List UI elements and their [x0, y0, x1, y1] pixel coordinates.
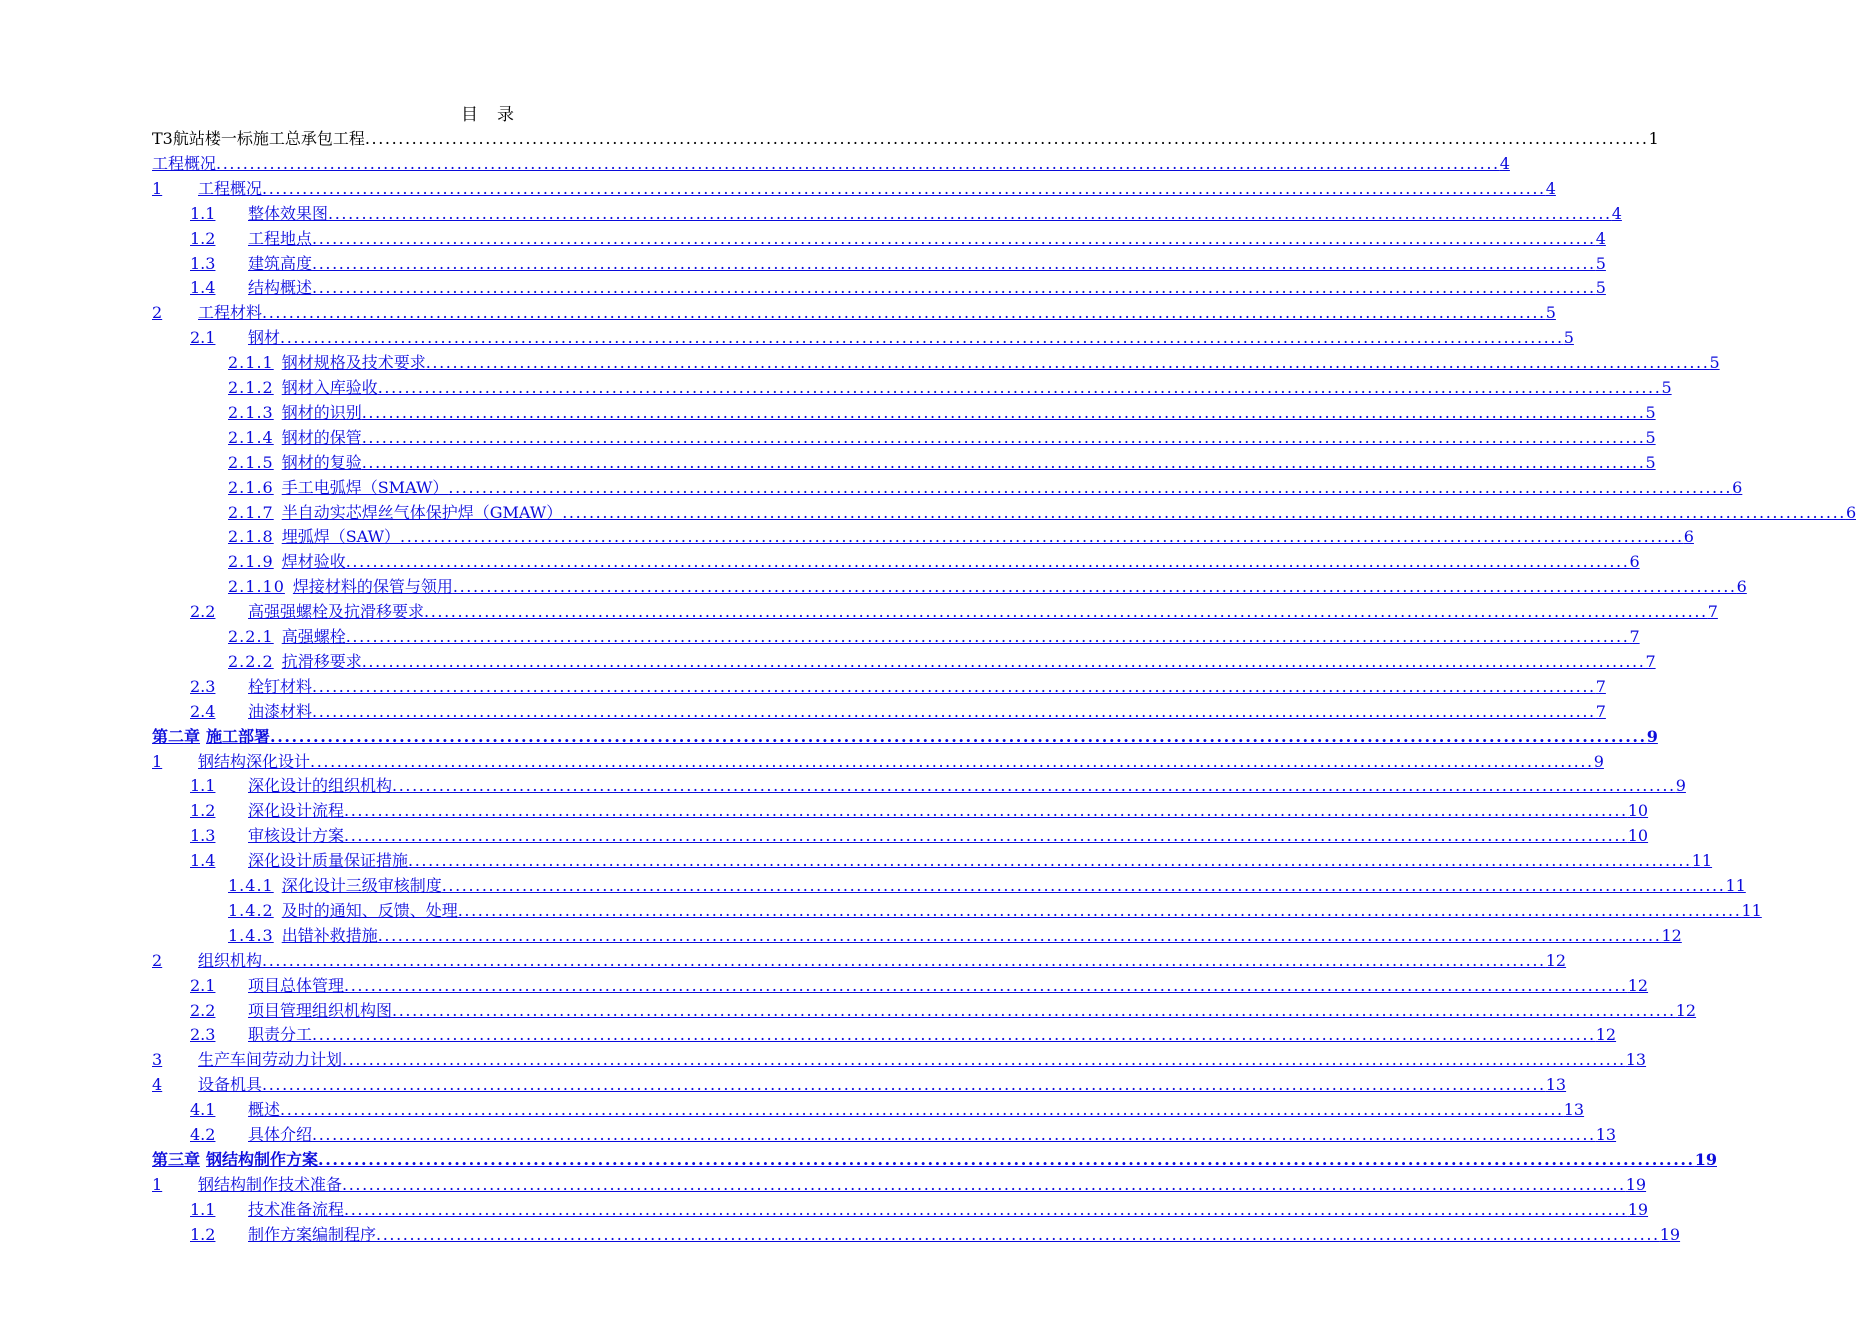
toc-entry-number: 1.3 [190, 253, 216, 273]
toc-entry-page-number: 4 [1611, 203, 1622, 223]
toc-entry-title: 钢结构制作方案 [206, 1149, 319, 1169]
toc-entry-page-number: 6 [1683, 527, 1694, 547]
dot-leader: ................................................................................................................................................................................................ [452, 577, 1737, 597]
toc-entry-page-number: 13 [1595, 1125, 1617, 1144]
toc-entry-number: 2 [152, 303, 163, 323]
toc-entry-page-number: 12 [1595, 1025, 1617, 1045]
toc-entry-page-number: 7 [1595, 701, 1606, 721]
toc-entry-page-number: 12 [1545, 950, 1567, 970]
toc-entry-number: 4.1 [190, 1100, 216, 1120]
toc-entry[interactable] [190, 796, 1649, 821]
toc-entry-number: 1.4.2 [228, 900, 274, 920]
toc-entry-title: 深化设计流程 [248, 801, 345, 821]
toc-entry-page-number: 11 [1725, 876, 1746, 895]
dot-leader: ................................................................................................................................................................................................ [312, 1025, 1596, 1045]
toc-entry-page-number: 1 [1648, 129, 1659, 148]
toc-entry-title: 钢材的识别 [281, 402, 362, 422]
dot-leader: ................................................................................................................................................................................................ [312, 1125, 1596, 1144]
dot-leader: ................................................................................................................................................................................................ [262, 950, 1546, 970]
dot-leader: ................................................................................................................................................................................................ [457, 900, 1742, 920]
toc-entry-number: 2.1.5 [228, 452, 274, 472]
toc-entry-number: 2.2.1 [228, 627, 274, 646]
toc-entry[interactable] [190, 1120, 1617, 1144]
toc-entry-number: 1 [152, 1174, 163, 1194]
dot-leader: ................................................................................................................................................................................................ [392, 1000, 1676, 1020]
toc-entry-number: 1.3 [190, 826, 216, 846]
toc-entry-title: 审核设计方案 [248, 826, 345, 846]
toc-entry[interactable] [228, 448, 1656, 472]
toc-entry [152, 124, 1659, 148]
toc-entry-page-number: 5 [1595, 278, 1606, 298]
toc-entry[interactable] [190, 971, 1649, 995]
toc-entry-number: 2.1 [190, 975, 216, 995]
toc-entry-title: 钢材的复验 [281, 452, 362, 472]
toc-entry-title: 手工电弧焊（SMAW） [281, 477, 449, 497]
dot-leader: ................................................................................................................................................................................................ [310, 751, 1594, 771]
toc-entry[interactable] [190, 224, 1606, 248]
toc-entry-page-number: 11 [1691, 851, 1713, 871]
toc-entry-title: 深化设计三级审核制度 [281, 876, 442, 895]
toc-entry[interactable] [152, 149, 1510, 173]
dot-leader: ................................................................................................................................................................................................ [392, 776, 1676, 796]
toc-entry-number: 2.1.1 [228, 353, 274, 373]
toc-entry[interactable] [152, 747, 1604, 771]
dot-leader: ................................................................................................................................................................................................ [312, 701, 1596, 721]
dot-leader: ................................................................................................................................................................................................ [361, 651, 1646, 671]
toc-entry-title: 职责分工 [248, 1025, 313, 1045]
toc-entry[interactable] [190, 771, 1686, 796]
toc-entry[interactable] [190, 1220, 1681, 1244]
toc-entry-page-number: 6 [1736, 577, 1747, 597]
toc-entry-number: 2.3 [190, 676, 216, 696]
toc-entry-number: 2.1.7 [228, 502, 274, 522]
toc-entry[interactable] [190, 697, 1606, 721]
toc-entry[interactable] [190, 996, 1697, 1020]
dot-leader: ................................................................................................................................................................................................ [377, 925, 1662, 945]
toc-entry[interactable] [228, 473, 1743, 497]
toc-entry[interactable] [152, 1070, 1567, 1095]
toc-entry-number: 1.2 [190, 228, 216, 248]
toc-entry-page-number: 4 [1499, 153, 1510, 173]
toc-entry-number: 2.2 [190, 602, 216, 622]
dot-leader: ................................................................................................................................................................................................ [562, 502, 1846, 522]
toc-entry-title: 工程概况 [152, 153, 217, 173]
toc-entry-number: 3 [152, 1050, 163, 1070]
toc-entry-number: 1.1 [190, 1199, 216, 1219]
toc-entry-page-number: 10 [1627, 801, 1649, 821]
toc-entry-title: 具体介绍 [248, 1125, 313, 1144]
toc-entry[interactable] [228, 921, 1682, 945]
toc-entry-number: 1.2 [190, 1224, 216, 1244]
toc-entry[interactable] [190, 323, 1574, 348]
toc-entry-page-number: 4 [1545, 178, 1556, 198]
dot-leader: ................................................................................................................................................................................................ [441, 876, 1726, 895]
toc-entry-number: 2.1.4 [228, 427, 274, 447]
toc-entry-page-number: 7 [1629, 627, 1640, 646]
dot-leader: ................................................................................................................................................................................................ [262, 178, 1546, 198]
toc-entry[interactable] [228, 896, 1762, 920]
dot-leader: ................................................................................................................................................................................................ [342, 1050, 1626, 1070]
toc-entry[interactable] [228, 398, 1656, 422]
toc-entry-title: 及时的通知、反馈、处理 [281, 900, 458, 920]
toc-entry-page-number: 7 [1645, 651, 1656, 671]
toc-entry-page-number: 9 [1675, 776, 1686, 796]
toc-entry-title: 施工部署 [206, 726, 271, 746]
toc-entry[interactable] [228, 373, 1672, 397]
toc-entry-title: 抗滑移要求 [281, 651, 362, 671]
toc-entry[interactable] [152, 1145, 1717, 1169]
toc-entry-number: 1.2 [190, 801, 216, 821]
toc-entry[interactable] [190, 1195, 1649, 1219]
dot-leader: ................................................................................................................................................................................................ [425, 353, 1710, 373]
page-title: 目 录 [461, 105, 515, 125]
toc-entry-number: 2.1.8 [228, 527, 274, 547]
toc-entry[interactable] [190, 249, 1606, 273]
toc-entry-page-number: 9 [1593, 751, 1604, 771]
dot-leader: ................................................................................................................................................................................................ [377, 378, 1662, 397]
dot-leader: ................................................................................................................................................................................................ [424, 602, 1708, 622]
toc-entry-page-number: 19 [1694, 1149, 1717, 1169]
toc-entry-title: 油漆材料 [248, 701, 313, 721]
toc-entry-page-number: 5 [1545, 303, 1556, 323]
toc-entry-title: 整体效果图 [248, 203, 329, 223]
toc-entry-page-number: 6 [1629, 552, 1640, 572]
dot-leader: ................................................................................................................................................................................................ [344, 975, 1628, 995]
toc-entry[interactable] [228, 871, 1746, 895]
toc-entry[interactable] [152, 298, 1556, 323]
dot-leader: ................................................................................................................................................................................................ [361, 402, 1646, 422]
toc-entry-page-number: 6 [1845, 502, 1856, 522]
dot-leader: ................................................................................................................................................................................................ [262, 303, 1546, 323]
toc-entry-title: 焊材验收 [281, 552, 346, 572]
toc-entry-title: 钢结构制作技术准备 [198, 1174, 343, 1194]
toc-entry-title: 生产车间劳动力计划 [198, 1050, 343, 1070]
toc-entry-title: 项目管理组织机构图 [248, 1000, 393, 1020]
toc-entry[interactable] [190, 672, 1606, 696]
toc-entry[interactable] [152, 1170, 1647, 1194]
toc-entry-title: 钢材 [248, 328, 281, 348]
toc-entry-page-number: 7 [1595, 676, 1606, 696]
toc-entry-title: 深化设计质量保证措施 [248, 851, 409, 871]
toc-entry-number: 2.1.6 [228, 477, 274, 497]
toc-entry-page-number: 12 [1627, 975, 1649, 995]
toc-entry-page-number: 19 [1659, 1224, 1681, 1244]
toc-entry-title: 高强强螺栓及抗滑移要求 [248, 602, 425, 622]
toc-entry-title: 高强螺栓 [281, 627, 346, 646]
toc-entry-page-number: 5 [1645, 402, 1656, 422]
toc-entry-page-number: 13 [1563, 1100, 1585, 1120]
toc-entry[interactable] [190, 273, 1606, 298]
toc-entry-page-number: 13 [1625, 1050, 1647, 1070]
toc-entry-title: 技术准备流程 [248, 1199, 345, 1219]
toc-entry-title: 工程地点 [248, 228, 313, 248]
dot-leader: ................................................................................................................................................................................................ [345, 552, 1630, 572]
toc-entry-page-number: 12 [1661, 925, 1682, 945]
toc-entry-title: 制作方案编制程序 [248, 1224, 377, 1244]
toc-entry-title: 半自动实芯焊丝气体保护焊（GMAW） [281, 502, 563, 522]
toc-entry-title: 项目总体管理 [248, 975, 345, 995]
toc-entry-number: 1 [152, 178, 163, 198]
toc-entry[interactable] [190, 821, 1649, 846]
dot-leader: ................................................................................................................................................................................................ [312, 676, 1596, 696]
toc-entry-number: 4 [152, 1075, 163, 1095]
dot-leader: ................................................................................................................................................................................................ [364, 129, 1649, 148]
dot-leader: ................................................................................................................................................................................................ [448, 477, 1733, 497]
dot-leader: ................................................................................................................................................................................................ [361, 427, 1646, 447]
toc-entry[interactable] [228, 498, 1856, 522]
toc-entry-number: 2.1.2 [228, 378, 274, 397]
toc-entry-title: T3航站楼一标施工总承包工程 [152, 129, 365, 148]
toc-entry-number: 1.1 [190, 776, 216, 796]
dot-leader: ................................................................................................................................................................................................ [400, 527, 1684, 547]
toc-entry-page-number: 5 [1563, 328, 1574, 348]
toc-entry-number: 2.1.9 [228, 552, 274, 572]
toc-entry-number: 4.2 [190, 1125, 216, 1144]
toc-entry-page-number: 6 [1732, 477, 1743, 497]
dot-leader: ................................................................................................................................................................................................ [318, 1149, 1695, 1169]
toc-entry-title: 建筑高度 [248, 253, 313, 273]
dot-leader: ................................................................................................................................................................................................ [376, 1224, 1660, 1244]
toc-entry-number: 第三章 [152, 1149, 201, 1169]
toc-entry[interactable] [190, 1020, 1617, 1045]
toc-entry-page-number: 5 [1645, 427, 1656, 447]
toc-entry-title: 概述 [248, 1100, 281, 1120]
toc-entry[interactable] [228, 547, 1640, 572]
toc-entry-title: 工程材料 [198, 303, 263, 323]
toc-entry-title: 焊接材料的保管与领用 [292, 577, 453, 597]
toc-entry-title: 工程概况 [198, 178, 263, 198]
toc-entry-number: 2.3 [190, 1025, 216, 1045]
dot-leader: ................................................................................................................................................................................................ [280, 328, 1564, 348]
toc-entry-page-number: 12 [1675, 1000, 1697, 1020]
toc-entry-page-number: 5 [1595, 253, 1606, 273]
toc-entry[interactable] [228, 647, 1656, 671]
toc-entry-title: 组织机构 [198, 950, 263, 970]
toc-entry-title: 栓钉材料 [248, 676, 313, 696]
toc-entry-number: 2.4 [190, 701, 216, 721]
dot-leader: ................................................................................................................................................................................................ [361, 452, 1646, 472]
dot-leader: ................................................................................................................................................................................................ [262, 1075, 1546, 1095]
toc-entry-number: 2.1.3 [228, 402, 274, 422]
toc-entry[interactable] [228, 348, 1720, 373]
toc-entry-title: 钢材的保管 [281, 427, 362, 447]
dot-leader: ................................................................................................................................................................................................ [345, 627, 1630, 646]
toc-entry[interactable] [190, 846, 1713, 871]
toc-entry[interactable] [152, 1045, 1647, 1070]
toc-entry-page-number: 11 [1741, 900, 1762, 920]
dot-leader: ................................................................................................................................................................................................ [280, 1100, 1564, 1120]
toc-entry-number: 1.4.1 [228, 876, 274, 895]
toc-entry-number: 1 [152, 751, 163, 771]
toc-entry-title: 钢材规格及技术要求 [281, 353, 426, 373]
toc-entry-number: 1.4 [190, 851, 216, 871]
dot-leader: ................................................................................................................................................................................................ [408, 851, 1692, 871]
toc-entry[interactable] [190, 199, 1622, 223]
toc-entry-title: 设备机具 [198, 1075, 263, 1095]
toc-entry-number: 2.1.10 [228, 577, 285, 597]
toc-entry[interactable] [190, 597, 1718, 622]
toc-entry-title: 出错补救措施 [281, 925, 378, 945]
toc-entry-page-number: 13 [1545, 1075, 1567, 1095]
toc-entry-number: 2 [152, 950, 163, 970]
toc-entry[interactable] [228, 423, 1656, 447]
dot-leader: ................................................................................................................................................................................................ [344, 801, 1628, 821]
toc-entry-number: 2.2 [190, 1000, 216, 1020]
dot-leader: ................................................................................................................................................................................................ [312, 278, 1596, 298]
dot-leader: ................................................................................................................................................................................................ [216, 153, 1500, 173]
dot-leader: ................................................................................................................................................................................................ [344, 1199, 1628, 1219]
toc-entry-page-number: 4 [1595, 228, 1606, 248]
dot-leader: ................................................................................................................................................................................................ [342, 1174, 1626, 1194]
toc-entry-number: 2.2.2 [228, 651, 274, 671]
toc-entry[interactable] [152, 722, 1658, 746]
toc-entry-page-number: 19 [1625, 1174, 1647, 1194]
toc-entry-page-number: 9 [1646, 726, 1658, 746]
toc-entry-page-number: 5 [1661, 378, 1672, 397]
toc-entry-number: 第二章 [152, 726, 201, 746]
toc-entry[interactable] [228, 522, 1694, 547]
toc-entry-page-number: 19 [1627, 1199, 1649, 1219]
toc-entry[interactable] [152, 174, 1556, 198]
toc-entry-page-number: 10 [1627, 826, 1649, 846]
toc-entry[interactable] [190, 1095, 1585, 1120]
dot-leader: ................................................................................................................................................................................................ [312, 228, 1596, 248]
toc-entry[interactable] [228, 622, 1640, 646]
toc-entry-number: 1.4 [190, 278, 216, 298]
toc-entry-number: 1.4.3 [228, 925, 274, 945]
toc-entry-page-number: 5 [1645, 452, 1656, 472]
toc-entry-page-number: 5 [1709, 353, 1720, 373]
toc-entry[interactable] [228, 572, 1747, 597]
dot-leader: ................................................................................................................................................................................................ [270, 726, 1647, 746]
toc-entry-title: 钢材入库验收 [281, 378, 378, 397]
toc-entry[interactable] [152, 946, 1567, 970]
dot-leader: ................................................................................................................................................................................................ [328, 203, 1612, 223]
toc-entry-title: 钢结构深化设计 [198, 751, 311, 771]
toc-entry-title: 埋弧焊（SAW） [281, 527, 401, 547]
toc-entry-page-number: 7 [1707, 602, 1718, 622]
dot-leader: ................................................................................................................................................................................................ [312, 253, 1596, 273]
toc-entry-number: 2.1 [190, 328, 216, 348]
dot-leader: ................................................................................................................................................................................................ [344, 826, 1628, 846]
toc-entry-number: 1.1 [190, 203, 216, 223]
toc-entry-title: 结构概述 [248, 278, 313, 298]
toc-entry-title: 深化设计的组织机构 [248, 776, 393, 796]
